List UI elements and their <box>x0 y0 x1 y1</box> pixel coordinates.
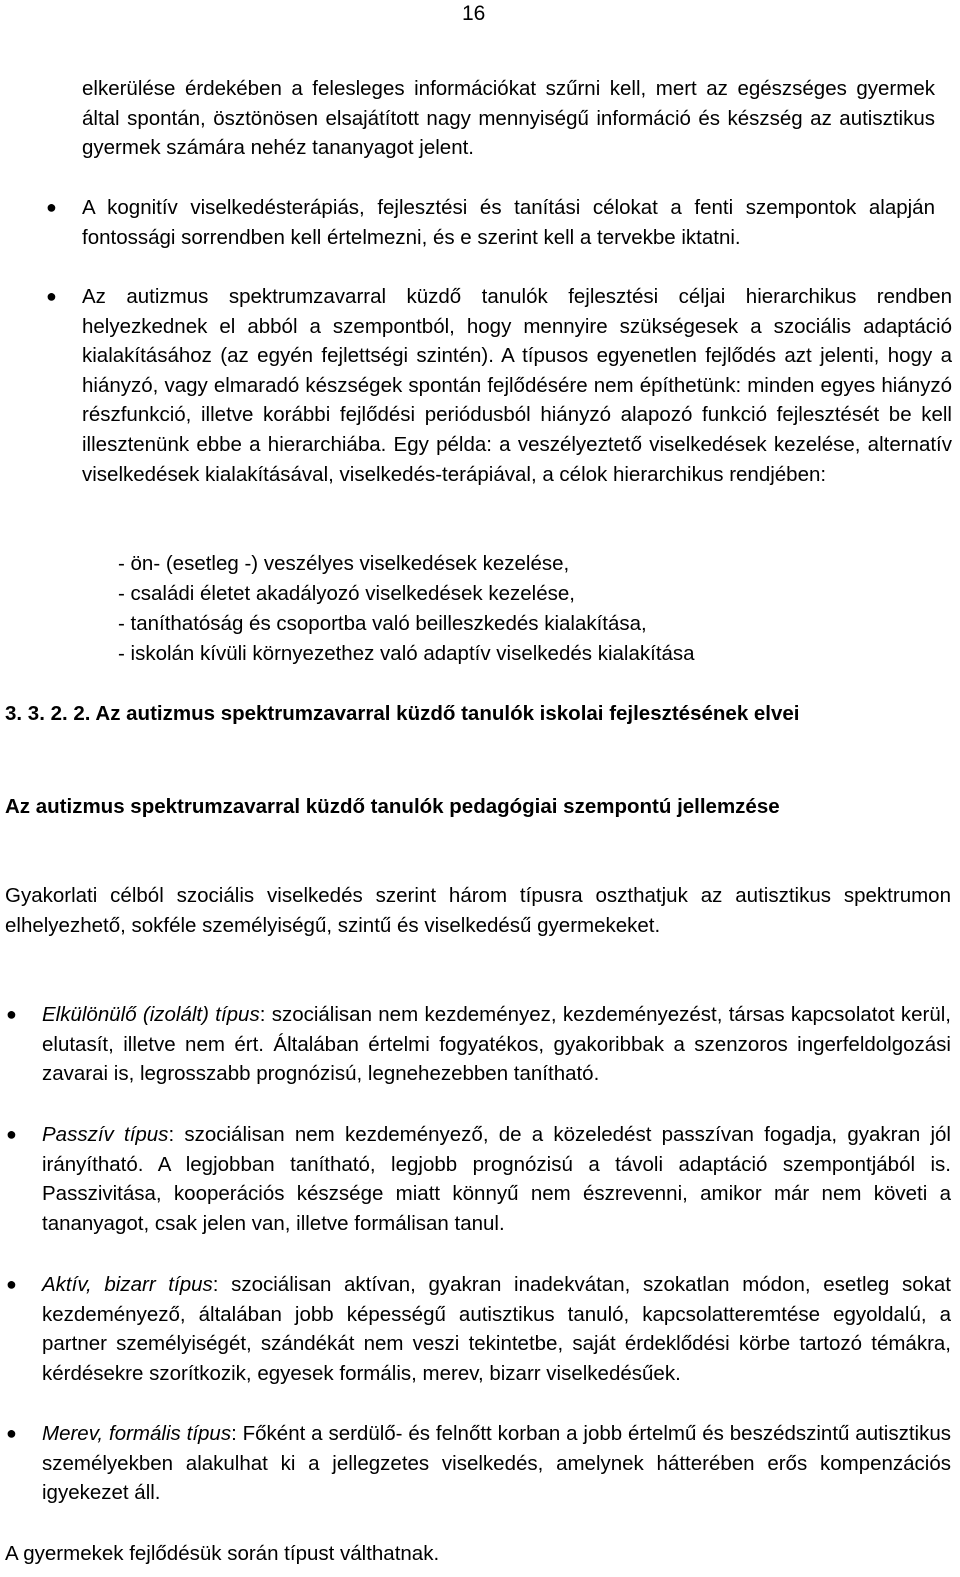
page-number: 16 <box>462 2 486 25</box>
bullet-icon: ● <box>6 1124 17 1144</box>
closing-sentence: A gyermekek fejlődésük során típust válthatnak. <box>5 1542 440 1565</box>
intro-types-paragraph: Gyakorlati célból szociális viselkedés szerint három típusra oszthatjuk az autisztikus spektrumon elhelyezhető, sokféle személyiségű, szintű és viselkedésű gyermekeket. <box>5 884 951 937</box>
bullet-icon: ● <box>6 1423 17 1443</box>
dash-item-1: - ön- (esetleg -) veszélyes viselkedések kezelése, <box>118 552 570 575</box>
type-item-4 <box>42 1419 951 1508</box>
type-name: Aktív, bizarr típus <box>42 1273 213 1296</box>
section-heading: 3. 3. 2. 2. Az autizmus spektrumzavarral küzdő tanulók iskolai fejlesztésének elvei <box>5 702 800 725</box>
dash-item-3: - taníthatóság és csoportba való beilleszkedés kialakítása, <box>118 612 647 635</box>
bullet-icon: ● <box>6 1274 17 1294</box>
bullet-icon: ● <box>46 197 57 217</box>
type-name: Elkülönülő (izolált) típus <box>42 1003 260 1026</box>
type-desc: : szociálisan nem kezdeményező, de a közeledést passzívan fogadja, gyakran jól irányítható. A legjobban tanítható, legjobb prognózisú a távoli adaptáció szempontjából is. Passzivitása, kooperációs készsége miatt könnyű nem észrevenni, amikor már nem követi a tananyagot, csak jelen van, illetve formálisan tanul. <box>42 1123 951 1235</box>
type-name: Passzív típus <box>42 1123 169 1146</box>
type-desc: : szociálisan aktívan, gyakran inadekvátan, szokatlan módon, esetleg sokat kezdeményező, általában jobb képességű autisztikus tanuló, kapcsolatteremtése egyoldalú, a partner személyiségét, szándékát nem veszi tekintetbe, saját érdeklődési körbe tartozó témákra, kérdésekre szorítkozik, egyesek formális, merev, bizarr viselkedésűek. <box>42 1273 951 1385</box>
subheading: Az autizmus spektrumzavarral küzdő tanulók pedagógiai szempontú jellemzése <box>5 795 780 818</box>
type-desc: : szociálisan nem kezdeményez, kezdeményezést, társas kapcsolatot kerül, elutasít, illetve nem ért. Általában értelmi fogyatékos, gyakoribbak a szenzoros ingerfeldolgozási zavarai is, legrosszabb prognózisú, legnehezebben tanítható. <box>42 1003 951 1086</box>
bullet-icon: ● <box>46 286 57 306</box>
top-bullet-2: Az autizmus spektrumzavarral küzdő tanulók fejlesztési céljai hierarchikus rendben helyezkednek el abból a szempontból, hogy mennyire szükségesek a szociális adaptáció kialakításához (az egyén fejlettségi szintén). A típusos egyenetlen fejlődés azt jelenti, hogy a hiányzó, vagy elmaradó készségek spontán fejlődésére nem építhetünk: minden egyes hiányzó részfunkció, illetve korábbi fejlődési periódusból hiányzó alapozó funkció fejlesztését be kell illesztenünk ebbe a hierarchiába. Egy példa: a veszélyeztető viselkedések kezelése, alternatív viselkedések kialakításával, viselkedés-terápiával, a célok hierarchikus rendjében: <box>82 285 952 486</box>
type-name: Merev, formális típus <box>42 1422 232 1445</box>
dash-item-2: - családi életet akadályozó viselkedések kezelése, <box>118 582 575 605</box>
dash-item-4: - iskolán kívüli környezethez való adaptív viselkedés kialakítása <box>118 642 695 665</box>
type-item-2 <box>42 1120 951 1238</box>
type-desc: : Főként a serdülő- és felnőtt korban a jobb értelmű és beszédszintű autisztikus személyekben alakulhat ki a jellegzetes viselkedés, amelynek hátterében erős kompenzációs igyekezet áll. <box>42 1422 951 1505</box>
bullet-icon: ● <box>6 1004 17 1024</box>
type-item-3 <box>42 1270 951 1388</box>
intro-paragraph: elkerülése érdekében a felesleges információkat szűrni kell, mert az egészséges gyermek által spontán, ösztönösen elsajátított nagy mennyiségű információ és készség az autisztikus gyermek számára nehéz tananyagot jelent. <box>82 77 935 160</box>
top-bullet-1: A kognitív viselkedésterápiás, fejlesztési és tanítási célokat a fenti szempontok alapján fontossági sorrendben kell értelmezni, és e szerint kell a tervekbe iktatni. <box>82 196 935 249</box>
type-item-1 <box>42 1000 951 1089</box>
